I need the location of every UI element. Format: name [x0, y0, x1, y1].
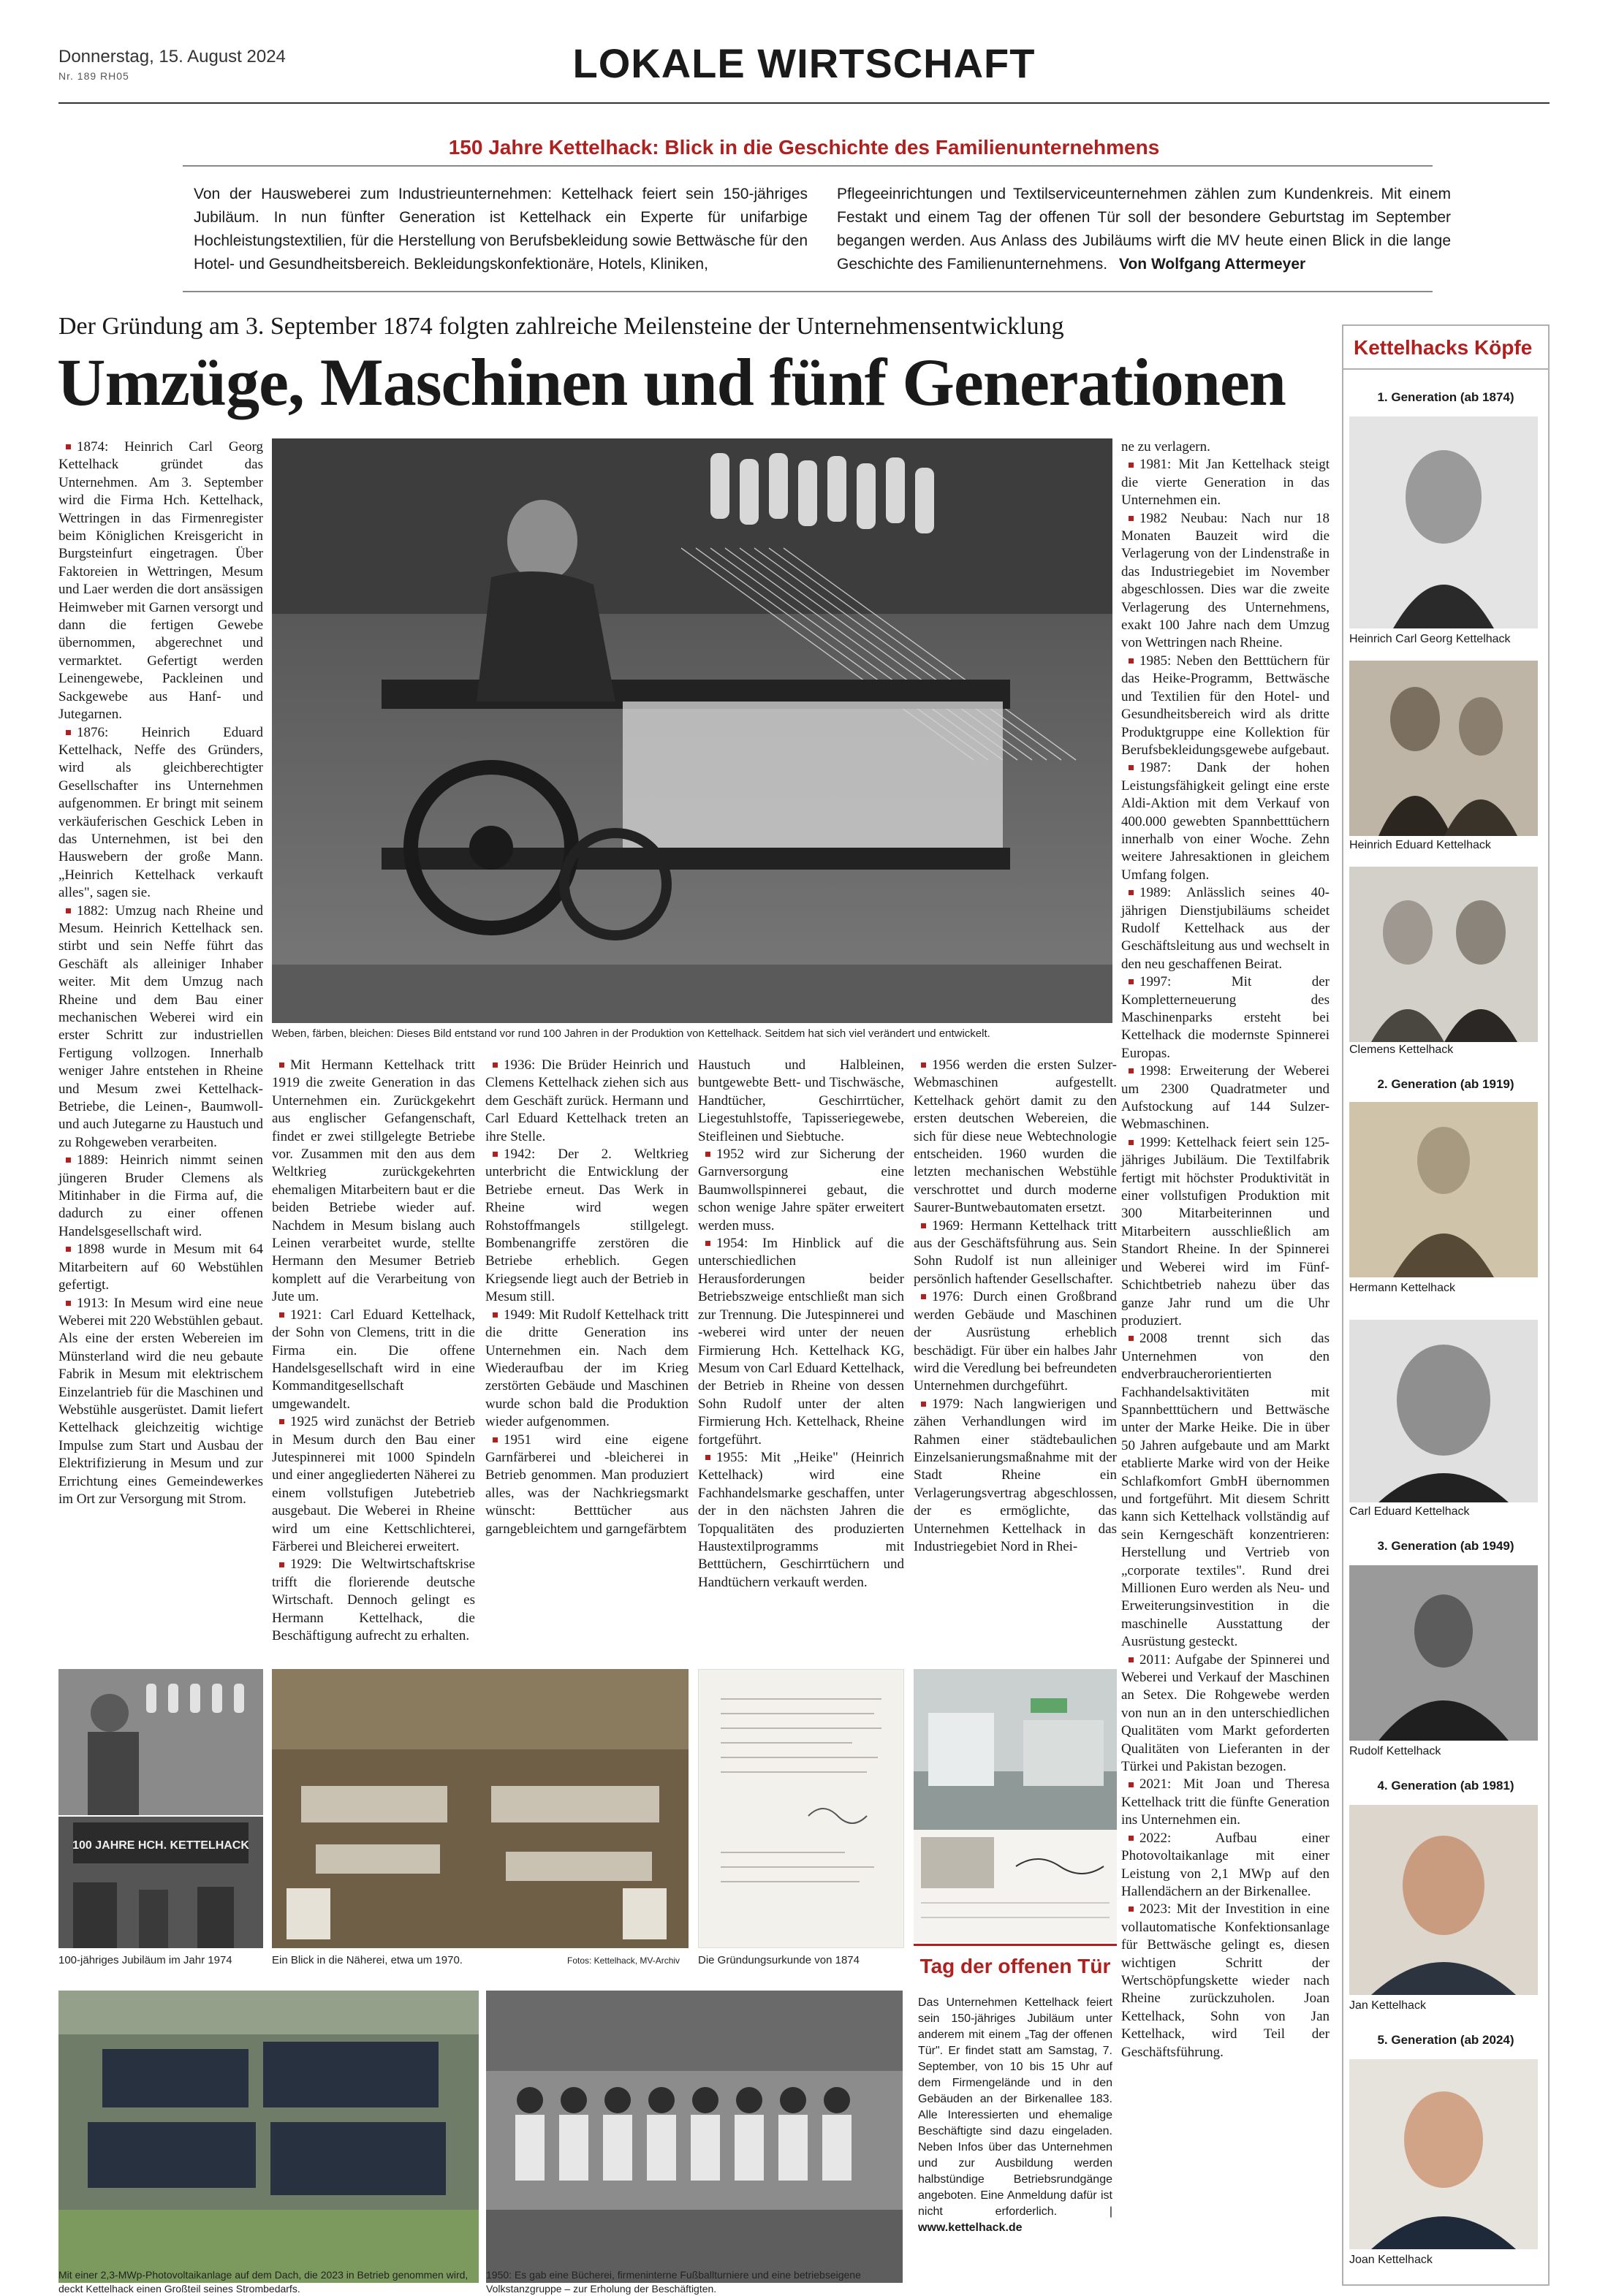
headline: Umzüge, Maschinen und fünf Generationen — [57, 345, 1286, 419]
chronicle-entry: 1997: Mit der Kompletterneuerung des Maschinenparks ersteht bei Kettelhack die modernste Spinnerei Europas. — [1121, 974, 1330, 1061]
section-title: LOKALE WIRTSCHAFT — [572, 40, 1036, 86]
chronicle-entry: 2011: Aufgabe der Spinnerei und Weberei und Verkauf der Maschinen an Setex. Die Rohgewebe werden von nun an in den unterschiedlichen Qualitäten vom Markt geforderten Qualitäten von Lieferanten in der Türkei und Pakistan bezogen. — [1121, 1651, 1330, 1775]
person-name: Joan Kettelhack — [1349, 2254, 1433, 2266]
bullet-icon — [1129, 979, 1134, 984]
photo-gruendungsurkunde — [698, 1669, 904, 1948]
bullet-icon — [279, 1419, 284, 1424]
chronicle-entry: 1925 wird zunächst der Betrieb in Mesum durch den Bau einer Jutespinnerei mit 1000 Spindeln und einer angegliederten Näherei zu einem vollstufigen Jutebetrieb ausgebaut. Die Weberei in Rheine wird um eine Kettschlichterei, Färberei und Bleicherei erweitert. — [272, 1414, 475, 1554]
tag-der-offenen-tuer-text: Das Unternehmen Kettelhack feiert sein 150-jähriges Jubiläum unter anderem mit einem „Tag der offenen Tür". Er findet statt am Samstag, 7. September, von 10 bis 15 Uhr auf dem Firmengelände und in den Gebäuden an der Birkenallee 183. Alle Interessierten und ehemalige Beschäftigte sind dazu eingeladen. Neben Infos über das Unternehmen und zur Ausbildung werden halbstündige Betriebsrundgänge angeboten. Eine Anmeldung dafür ist nicht erforderlich. | www.kettelhack.de — [918, 1996, 1112, 2234]
chronicle-entry: 1874: Heinrich Carl Georg Kettelhack gründet das Unternehmen. Am 3. September wird die Firma Hch. Kettelhack, Wettringen in das Firmenregister beim Königlichen Kreisgericht in Burgsteinfurt eingetragen. Über Faktoreien in Wettringen, Mesum und Laer werden die dort ansässigen Heimweber mit Garnen versorgt und dann die fertigen Gewebe übernommen, abgerechnet und vermarktet. Gefertigt werden Leinengewebe, Packleinen und Sackgewebe aus Hanf- und Jutegarnen. — [58, 439, 263, 723]
tag-der-offenen-tuer-title: Tag der offenen Tür — [914, 1944, 1117, 1986]
bullet-icon — [493, 1152, 498, 1157]
modern-production-illustration — [914, 1669, 1117, 1830]
dance-group-illustration — [486, 1991, 903, 2283]
bullet-icon — [1129, 1336, 1134, 1341]
chronicle-entry: 1981: Mit Jan Kettelhack steigt die vierte Generation in das Unternehmen ein. — [1121, 457, 1330, 509]
portrait-illustration — [1349, 1565, 1538, 1741]
bullet-icon — [921, 1294, 926, 1299]
bullet-icon — [279, 1312, 284, 1318]
jubilee-sign-text: 100 JAHRE HCH. KETTELHACK — [72, 1839, 249, 1852]
portrait-heinrich-carl-georg — [1349, 417, 1538, 628]
person-name: Carl Eduard Kettelhack — [1349, 1505, 1470, 1518]
overline: Der Gründung am 3. September 1874 folgten zahlreiche Meilensteine der Unternehmensentwicklung — [58, 313, 1064, 340]
portrait-rudolf — [1349, 1565, 1538, 1741]
bullet-icon — [279, 1562, 284, 1567]
bullet-icon — [1129, 1907, 1134, 1912]
photo-weaving-machine — [272, 438, 1112, 1023]
bullet-icon — [493, 1437, 498, 1442]
bullet-icon — [1129, 890, 1134, 895]
generation-1-label: 1. Generation (ab 1874) — [1377, 390, 1514, 404]
chronicle-entry: 1876: Heinrich Eduard Kettelhack, Neffe des Gründers, wird als gleichberechtigter Gesellschafter ins Unternehmen aufgenommen. Er bringt mit seinem verkäuferischen Geschick Leben in das Unternehmen, ist bei den Hauswebern der große Mann. „Heinrich Kettelhack verkauft alles", sagen sie. — [58, 724, 263, 901]
article-column-a — [272, 1057, 689, 1654]
chronicle-entry: 1942: Der 2. Weltkrieg unterbricht die Entwicklung der Betriebe erneut. Das Werk in Rheine wird wegen Rohstoffmangels stillgelegt. Bombenangriffe zerstören die Betriebe erheblich. Gegen Kriegsende liegt auch der Betrieb in Mesum still. — [485, 1147, 689, 1305]
chronicle-entry: 2022: Aufbau einer Photovoltaikanlage mit einer Leistung von 2,1 MWp auf den Hallendächern an der Birkenallee. — [1121, 1830, 1330, 1899]
caption-naeherei: Ein Blick in die Näherei, etwa um 1970. — [272, 1954, 463, 1966]
naeherei-illustration — [272, 1669, 689, 1948]
bullet-icon — [493, 1063, 498, 1068]
photo-photovoltaic-roof — [58, 1991, 479, 2283]
chronicle-entry: Mit Hermann Kettelhack tritt 1919 die zweite Generation in das Unternehmen ein. Zurückgekehrt aus englischer Gefangenschaft, findet er zwei stillgelegte Betriebe vor. Zusammen mit den aus dem Weltkrieg zurückgekehrten ehemaligen Mitarbeitern baut er die beiden Betriebe wieder auf. Nachdem in Mesum bislang auch Leinen verarbeitet wurde, stellte Hermann den Mesumer Betrieb komplett auf die Verarbeitung von Jute um. — [272, 1057, 475, 1305]
chronicle-entry: 1999: Kettelhack feiert sein 125-jähriges Jubiläum. Die Textilfabrik fertigt mit höchster Produktivität in einer vollstufigen Produktion mit 300 Mitarbeiterinnen und Mitarbeitern ausschließlich am Standort Rheine. In der Spinnerei und Weberei wird im Fünf-Schichtbetrieb nahezu über das ganze Jahr rund um die Uhr produziert. — [1121, 1134, 1330, 1328]
chronicle-entry: 1956 werden die ersten Sulzer-Webmaschinen aufgestellt. Kettelhack gehört damit zu den ersten deutschen Webereien, die sich für diese neue Webtechnologie entscheiden. 1960 wurden die letzten mechanischen Webstühle verschrottet und durch moderne Saurer-Buntwebautomaten ersetzt. — [914, 1057, 1117, 1216]
photo-main-caption: Weben, färben, bleichen: Dieses Bild entstand vor rund 100 Jahren in der Produktion von Kettelhack. Seitdem hat sich viel verändert und entwickelt. — [272, 1027, 990, 1040]
chronicle-entry: 1913: In Mesum wird eine neue Weberei mit 220 Webstühlen gebaut. Als eine der ersten Webereien im Münsterland wird die neu gebaute Fabrik in Mesum mit elektrischem Einzelantrieb für die Maschinen und Webstühle ausgerüstet. Damit liefert Kettelhack gleichzeitig wichtige Impulse zum Start und Ausbau der Elektrifizierung in Mesum und zur Errichtung eines Gemeindewerkes im Ort zur Versorgung mit Strom. — [58, 1295, 263, 1507]
bullet-icon — [1129, 1140, 1134, 1145]
photo-jubilee-sign-1974 — [58, 1817, 263, 1948]
bullet-icon — [66, 1247, 71, 1252]
bullet-icon — [705, 1152, 710, 1157]
worker-illustration — [58, 1669, 263, 1815]
person-name: Heinrich Carl Georg Kettelhack — [1349, 633, 1511, 645]
chronicle-entry: 1976: Durch einen Großbrand werden Gebäude und Maschinen der Ausrüstung erheblich beschädigt. Für über ein halbes Jahr wird die Veredlung bei befreundeten Unternehmen durchgeführt. — [914, 1289, 1117, 1394]
chronicle-entry: 1989: Anlässlich seines 40-jährigen Dienstjubiläums scheidet Rudolf Kettelhack aus der Geschäftsleitung aus und wechselt in den neu geschaffenen Beirat. — [1121, 885, 1330, 972]
article-column-c — [914, 1057, 1117, 1556]
masthead-date: Donnerstag, 15. August 2024 — [58, 47, 286, 66]
portrait-heinrich-eduard — [1349, 661, 1538, 836]
chronicle-entry: 1998: Erweiterung der Weberei um 2300 Quadratmeter und Aufstockung auf 144 Sulzer-Webmaschinen. — [1121, 1063, 1330, 1133]
generation-5-label: 5. Generation (ab 2024) — [1377, 2033, 1514, 2047]
bullet-icon — [279, 1063, 284, 1068]
masthead-issue: Nr. 189 RH05 — [58, 70, 129, 82]
bullet-icon — [705, 1241, 710, 1246]
portrait-illustration — [1349, 1102, 1538, 1277]
photo-naeherei-1970 — [272, 1669, 689, 1948]
person-name: Heinrich Eduard Kettelhack — [1349, 839, 1491, 851]
chronicle-entry: 1951 wird eine eigene Garnfärberei und -bleicherei in Betrieb genommen. Man produziert alles, was der Nachkriegsmarkt wünscht: Betttücher aus garngebleichtem und garngefärbtem — [485, 1432, 689, 1537]
portrait-illustration — [1349, 867, 1538, 1042]
bullet-icon — [921, 1223, 926, 1228]
jubilee-sign-illustration — [58, 1817, 263, 1948]
chronicle-entry: 1898 wurde in Mesum mit 64 Mitarbeitern auf 60 Webstühlen gefertigt. — [58, 1242, 263, 1293]
portrait-illustration — [1349, 2059, 1538, 2249]
bullet-icon — [1129, 516, 1134, 521]
byline: Von Wolfgang Attermeyer — [1119, 256, 1306, 273]
bullet-icon — [705, 1455, 710, 1460]
chronicle-entry: 2023: Mit der Investition in eine vollautomatische Konfektionsanlage für Bettwäsche gelingt es, diesen wichtigen Schritt der Wertschöpfungskette wieder nach Rheine zurückzuholen. Joan Kettelhack, Sohn von Jan Kettelhack, wird Teil der Geschäftsführung. — [1121, 1901, 1330, 2060]
chronicle-entry: 1982 Neubau: Nach nur 18 Monaten Bauzeit wird die Verlagerung von der Lindenstraße in das Industriegebiet im November abgeschlossen. Dies war die zweite Verlagerung des Unternehmens, exakt 100 Jahre nach dem Umzug von Wettringen nach Rheine. — [1121, 510, 1330, 651]
tag-text-body: Das Unternehmen Kettelhack feiert sein 150-jähriges Jubiläum unter anderem mit einem „Tag der offenen Tür". Er findet statt am Samstag, 7. September, von 10 bis 15 Uhr auf dem Firmengelände und in den Gebäuden an der Birkenallee 183. Alle Interessierten und ehemalige Beschäftigte sind dazu eingeladen. Neben Infos über das Unternehmen und zur Ausbildung werden halbstündige Betriebsrundgänge angeboten. Eine Anmeldung dafür ist nicht erforderlich. — [918, 1996, 1112, 2218]
caption-jubilaeum: 100-jähriges Jubiläum im Jahr 1974 — [58, 1954, 232, 1966]
caption-photovoltaik: Mit einer 2,3-MWp-Photovoltaikanlage auf dem Dach, die 2023 in Betrieb genommen wird, deckt Kettelhack einen Großteil seines Strombedarfs. — [58, 2269, 469, 2295]
chronicle-entry: 1987: Dank der hohen Leistungsfähigkeit gelingt eine erste Aldi-Aktion mit dem Verkauf von 400.000 gewebten Spannbetttüchern innerhalb von einer Woche. Zehn weitere Jahresaktionen in gleichem Umfang folgen. — [1121, 760, 1330, 883]
photo-worker-1974 — [58, 1669, 263, 1815]
bullet-icon — [1129, 1836, 1134, 1841]
bullet-icon — [1129, 765, 1134, 770]
kicker-rule — [183, 165, 1433, 167]
article-column-right — [1121, 438, 1330, 2061]
bullet-icon — [1129, 658, 1134, 664]
portrait-carl-eduard — [1349, 1320, 1538, 1502]
bullet-icon — [66, 730, 71, 735]
photo-modern-production — [914, 1669, 1117, 1830]
bullet-icon — [1129, 1657, 1134, 1662]
caption-volkstanz: 1950: Es gab eine Bücherei, firmeninterne Fußballturniere und eine betriebseigene Volkstanzgruppe – zur Erholung der Beschäftigten. — [486, 2269, 861, 2295]
chronicle-entry: 1949: Mit Rudolf Kettelhack tritt die dritte Generation ins Unternehmen ein. Nach dem Wiederaufbau der im Krieg zerstörten Gebäude und Maschinen wurde schon bald die Produktion wieder aufgenommen. — [485, 1307, 689, 1430]
bullet-icon — [1129, 1068, 1134, 1073]
bullet-icon — [493, 1312, 498, 1318]
bullet-icon — [1129, 463, 1134, 468]
bullet-icon — [66, 1301, 71, 1306]
person-name: Jan Kettelhack — [1349, 1999, 1426, 2012]
generation-4-label: 4. Generation (ab 1981) — [1377, 1779, 1514, 1793]
masthead-rule — [58, 102, 1550, 104]
sidebar-title: Kettelhacks Köpfe — [1343, 326, 1548, 370]
photo-volkstanzgruppe-1950 — [486, 1991, 903, 2283]
chronicle-entry: 2021: Mit Joan und Theresa Kettelhack tritt die fünfte Generation ins Unternehmen ein. — [1121, 1776, 1330, 1828]
person-name: Clemens Kettelhack — [1349, 1044, 1454, 1056]
bullet-icon — [66, 444, 71, 449]
bullet-icon — [66, 908, 71, 913]
intro-right-text: Pflegeeinrichtungen und Textilserviceunternehmen zählen zum Kundenkreis. Mit einem Festakt und einem Tag der offenen Tür soll der besondere Geburtstag im September begangen werden. Aus Anlass des Jubiläums wirft die MV heute einen Blick in die lange Geschichte des Familienunternehmens. — [837, 186, 1451, 273]
article-kicker: 150 Jahre Kettelhack: Blick in die Geschichte des Familienunternehmens — [448, 136, 1160, 159]
chronicle-entry: 2008 trennt sich das Unternehmen von den endverbraucherorientierten Fachhandelsaktivitäten mit Spannbetttüchern und Bettwäsche unter der Marke Heike. Die in über 50 Jahren aufgebaute und am Markt etablierte Marke wird von der Heike Schlafkomfort GmbH übernommen und fortgeführt. Mit diesem Schritt kann sich Kettelhack vollständig auf sein Kerngeschäft konzentrieren: Herstellung und Vertrieb von „corporate textiles". Rund drei Millionen Euro werden als Neu- und Erweiterungsinvestition in die maschinelle Ausstattung der Ausrüstung gesteckt. — [1121, 1331, 1330, 1650]
bullet-icon — [1129, 1782, 1134, 1787]
portrait-illustration — [1349, 1320, 1538, 1502]
chronicle-entry: 1955: Mit „Heike" (Heinrich Kettelhack) wird eine Fachhandelsmarke geschaffen, unter der in den nächsten Jahren die Topqualitäten des produzierten Haustextilprogramms mit Betttüchern, Geschirrtüchern und Handtüchern verkauft werden. — [698, 1449, 904, 1590]
chronicle-entry: 1954: Im Hinblick auf die unterschiedlichen Herausforderungen beider Betriebszweige entschließt man sich zur Trennung. Die Jutespinnerei und -weberei wird unter der neuen Firmierung Hch. Kettelhack KG, Mesum von Carl Eduard Kettelhack, der Betrieb in Rheine von dessen Sohn Rudolf unter der alten Firmierung Hch. Kettelhack, Rheine fortgeführt. — [698, 1236, 904, 1448]
chronicle-entry: 1929: Die Weltwirtschaftskrise trifft die florierende deutsche Wirtschaft. Dennoch gelingt es Hermann Kettelhack, die Beschäftigung aufrecht zu erhalten. — [272, 1556, 475, 1643]
photo-letterhead — [914, 1830, 1117, 1942]
portrait-joan — [1349, 2059, 1538, 2249]
person-name: Rudolf Kettelhack — [1349, 1745, 1441, 1757]
intro-rule — [183, 291, 1433, 292]
chronicle-entry: 1952 wird zur Sicherung der Garnversorgung eine Baumwollspinnerei gebaut, die schon wenige Jahre später erweitert werden muss. — [698, 1147, 904, 1233]
chronicle-entry: 1889: Heinrich nimmt seinen jüngeren Bruder Clemens als Mitinhaber in die Firma auf, die dadurch zu einer offenen Handelsgesellschaft wird. — [58, 1152, 263, 1239]
photovoltaic-roof-illustration — [58, 1991, 479, 2283]
chronicle-entry: 1979: Nach langwierigen und zähen Verhandlungen wird im Rahmen einer städtebaulichen Einzelsanierungsmaßnahme mit der Stadt Rheine ein Verlagerungsvertrag abgeschlossen, der es ermöglichte, das Unternehmen Kettelhack in das Industriegebiet Nord in Rhei- — [914, 1396, 1117, 1554]
chronicle-entry: ne zu verlagern. — [1121, 439, 1210, 455]
chronicle-entry: Haustuch und Halbleinen, buntgewebte Bett- und Tischwäsche, Handtücher, Geschirrtücher, Liegestuhlstoffe, Tapisseriegewebe, Steifleinen und Siebtuche. — [698, 1057, 904, 1144]
portrait-illustration — [1349, 1805, 1538, 1995]
photo-credit: Fotos: Kettelhack, MV-Archiv — [567, 1955, 680, 1966]
article-column-1 — [58, 438, 263, 1508]
bullet-icon — [921, 1063, 926, 1068]
portrait-hermann — [1349, 1102, 1538, 1277]
letterhead-illustration — [914, 1830, 1117, 1942]
document-illustration — [699, 1670, 904, 1948]
intro-right — [837, 183, 1451, 276]
intro-left: Von der Hausweberei zum Industrieunternehmen: Kettelhack feiert sein 150-jähriges Jubiläum. In nun fünfter Generation ist Kettelhack ein Experte für unifarbige Hochleistungstextilien, für die Herstellung von Berufsbekleidung sowie Bettwäsche für den Hotel- und Gesundheitsbereich. Bekleidungskonfektionäre, Hotels, Kliniken, — [194, 186, 808, 273]
chronicle-entry: 1921: Carl Eduard Kettelhack, der Sohn von Clemens, tritt in die Firma ein. Die offene Handelsgesellschaft wird in eine Kommanditgesellschaft umgewandelt. — [272, 1307, 475, 1412]
chronicle-entry: 1882: Umzug nach Rheine und Mesum. Heinrich Kettelhack sen. stirbt und sein Neffe führt das Geschäft als alleiniger Inhaber weiter. Mit dem Umzug nach Rheine und dem Bau einer mechanischen Weberei wird ein erster Schritt zur industriellen Fertigung vollzogen. Innerhalb weniger Jahre entstehen in Rheine und Mesum zwei Kettelhack-Betriebe, die Leinen-, Baumwoll- und auch Jutegarne zu Haustuch und zu Rohgeweben verarbeiten. — [58, 902, 263, 1150]
website-link[interactable]: www.kettelhack.de — [918, 2221, 1023, 2234]
generation-3-label: 3. Generation (ab 1949) — [1377, 1539, 1514, 1553]
chronicle-entry: 1985: Neben den Betttüchern für das Heike-Programm, Bettwäsche und Textilien für den Hotel- und Gesundheitsbereich wird als dritte Produktgruppe eine Kollektion für Berufsbekleidungsgewebe aufgebaut. — [1121, 653, 1330, 758]
caption-urkunde: Die Gründungsurkunde von 1874 — [698, 1954, 860, 1966]
portrait-jan — [1349, 1805, 1538, 1995]
person-name: Hermann Kettelhack — [1349, 1282, 1455, 1294]
chronicle-entry: 1936: Die Brüder Heinrich und Clemens Kettelhack ziehen sich aus dem Geschäft zurück. Hermann und Carl Eduard Kettelhack treten an ihre Stelle. — [485, 1057, 689, 1144]
chronicle-entry: 1969: Hermann Kettelhack tritt aus der Geschäftsführung aus. Sein Sohn Rudolf ist nun alleiniger persönlich haftender Gesellschafter. — [914, 1217, 1117, 1287]
weaving-machine-illustration — [272, 438, 1112, 1023]
portrait-illustration — [1349, 417, 1538, 628]
portrait-clemens — [1349, 867, 1538, 1042]
article-column-b — [698, 1057, 904, 1592]
bullet-icon — [921, 1402, 926, 1407]
portrait-illustration — [1349, 661, 1538, 836]
generation-2-label: 2. Generation (ab 1919) — [1377, 1077, 1514, 1091]
bullet-icon — [66, 1157, 71, 1163]
